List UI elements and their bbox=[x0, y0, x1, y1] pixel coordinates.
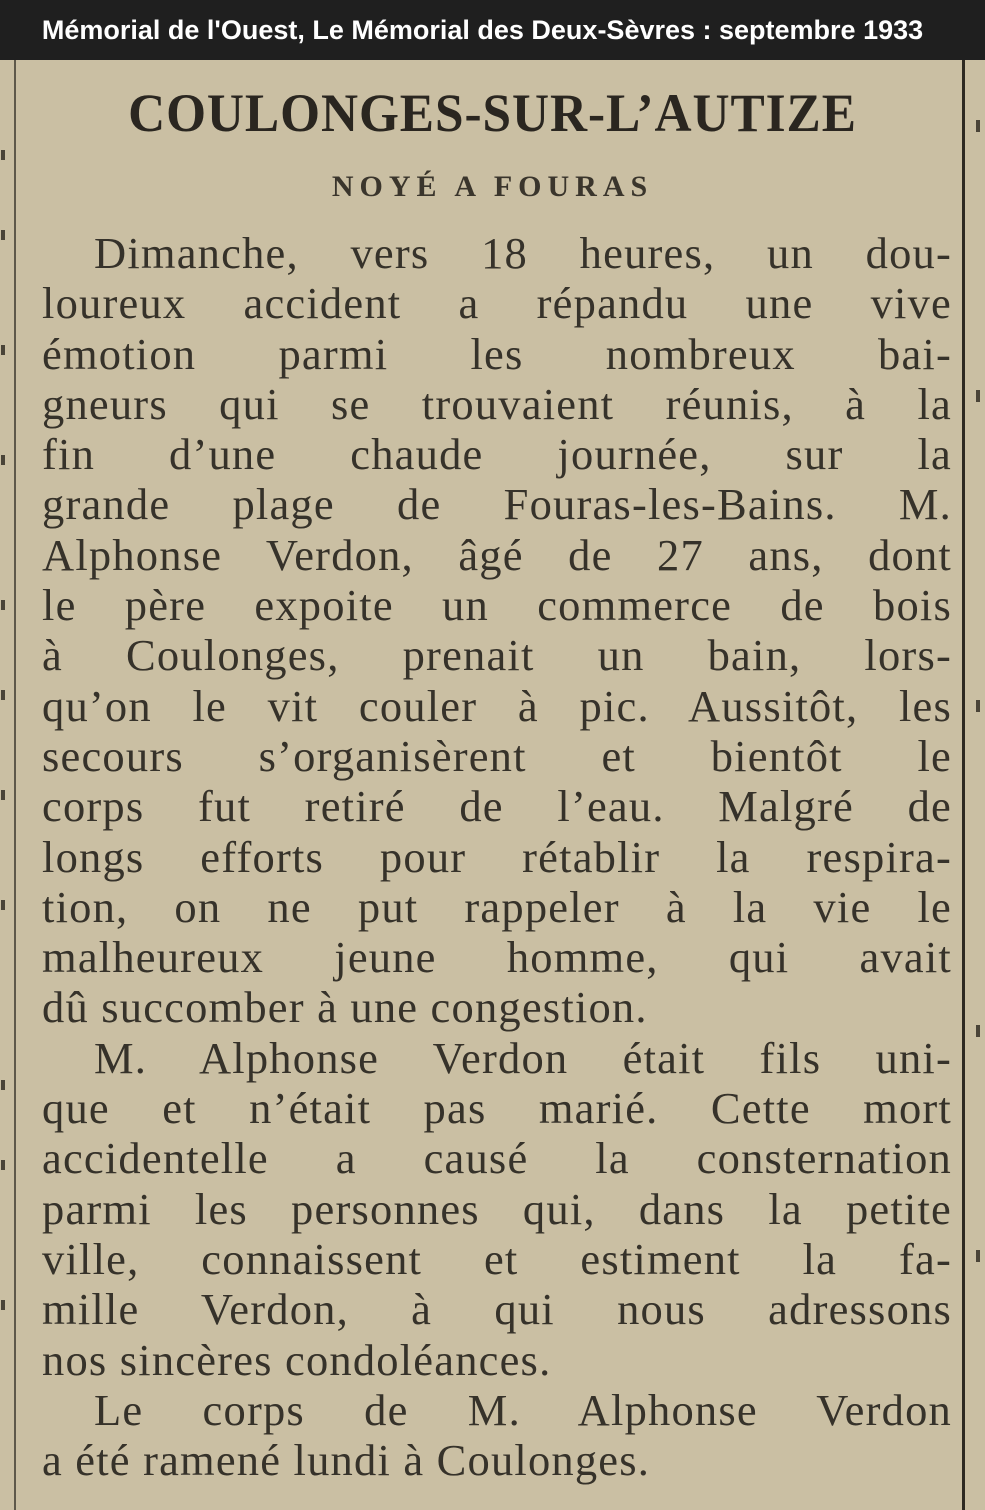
text-line: gneurs qui se trouvaient réunis, à la bbox=[42, 378, 952, 429]
window-title-bar bbox=[0, 0, 985, 60]
window-title: Mémorial de l'Ouest, Le Mémorial des Deux-Sèvres : septembre 1933 bbox=[41, 15, 924, 45]
article-body bbox=[42, 228, 952, 1485]
text-line: à Coulonges, prenait un bain, lors- bbox=[42, 630, 952, 681]
text-line: parmi les personnes qui, dans la petite bbox=[42, 1183, 952, 1234]
paragraph-1 bbox=[42, 228, 952, 1033]
text-line: a été ramené lundi à Coulonges. bbox=[42, 1435, 651, 1486]
text-line: émotion parmi les nombreux bai- bbox=[42, 328, 952, 379]
text-line: dû succomber à une congestion. bbox=[42, 982, 648, 1033]
text-line: longs efforts pour rétablir la respira- bbox=[42, 831, 952, 882]
text-line: le père expoite un commerce de bois bbox=[42, 580, 952, 631]
column-rule-left bbox=[14, 60, 16, 1510]
text-line: que et n’était pas marié. Cette mort bbox=[42, 1083, 952, 1134]
paragraph-2 bbox=[42, 1033, 952, 1385]
article-subheadline: NOYÉ A FOURAS bbox=[331, 170, 654, 203]
text-line: Alphonse Verdon, âgé de 27 ans, dont bbox=[42, 529, 952, 580]
text-line: grande plage de Fouras-les-Bains. M. bbox=[42, 479, 952, 530]
text-line: tion, on ne put rappeler à la vie le bbox=[42, 881, 952, 932]
text-line: Le corps de M. Alphonse Verdon bbox=[94, 1384, 952, 1435]
text-line: mille Verdon, à qui nous adressons bbox=[42, 1284, 952, 1335]
text-line: loureux accident a répandu une vive bbox=[42, 278, 952, 329]
text-line: qu’on le vit couler à pic. Aussitôt, les bbox=[42, 680, 952, 731]
text-line: nos sincères condoléances. bbox=[42, 1334, 552, 1385]
article-headline: COULONGES-SUR-L’AUTIZE bbox=[128, 83, 857, 143]
text-line: accidentelle a causé la consternation bbox=[42, 1133, 952, 1184]
paragraph-3 bbox=[42, 1385, 952, 1486]
text-line: fin d’une chaude journée, sur la bbox=[42, 429, 952, 480]
text-line: corps fut retiré de l’eau. Malgré de bbox=[42, 781, 952, 832]
text-line: malheureux jeune homme, qui avait bbox=[42, 932, 952, 983]
text-line: Dimanche, vers 18 heures, un dou- bbox=[94, 228, 952, 278]
text-line: M. Alphonse Verdon était fils uni- bbox=[94, 1032, 952, 1083]
column-rule-right bbox=[962, 60, 965, 1510]
text-line: ville, connaissent et estiment la fa- bbox=[42, 1233, 952, 1284]
text-line: secours s’organisèrent et bientôt le bbox=[42, 730, 952, 781]
